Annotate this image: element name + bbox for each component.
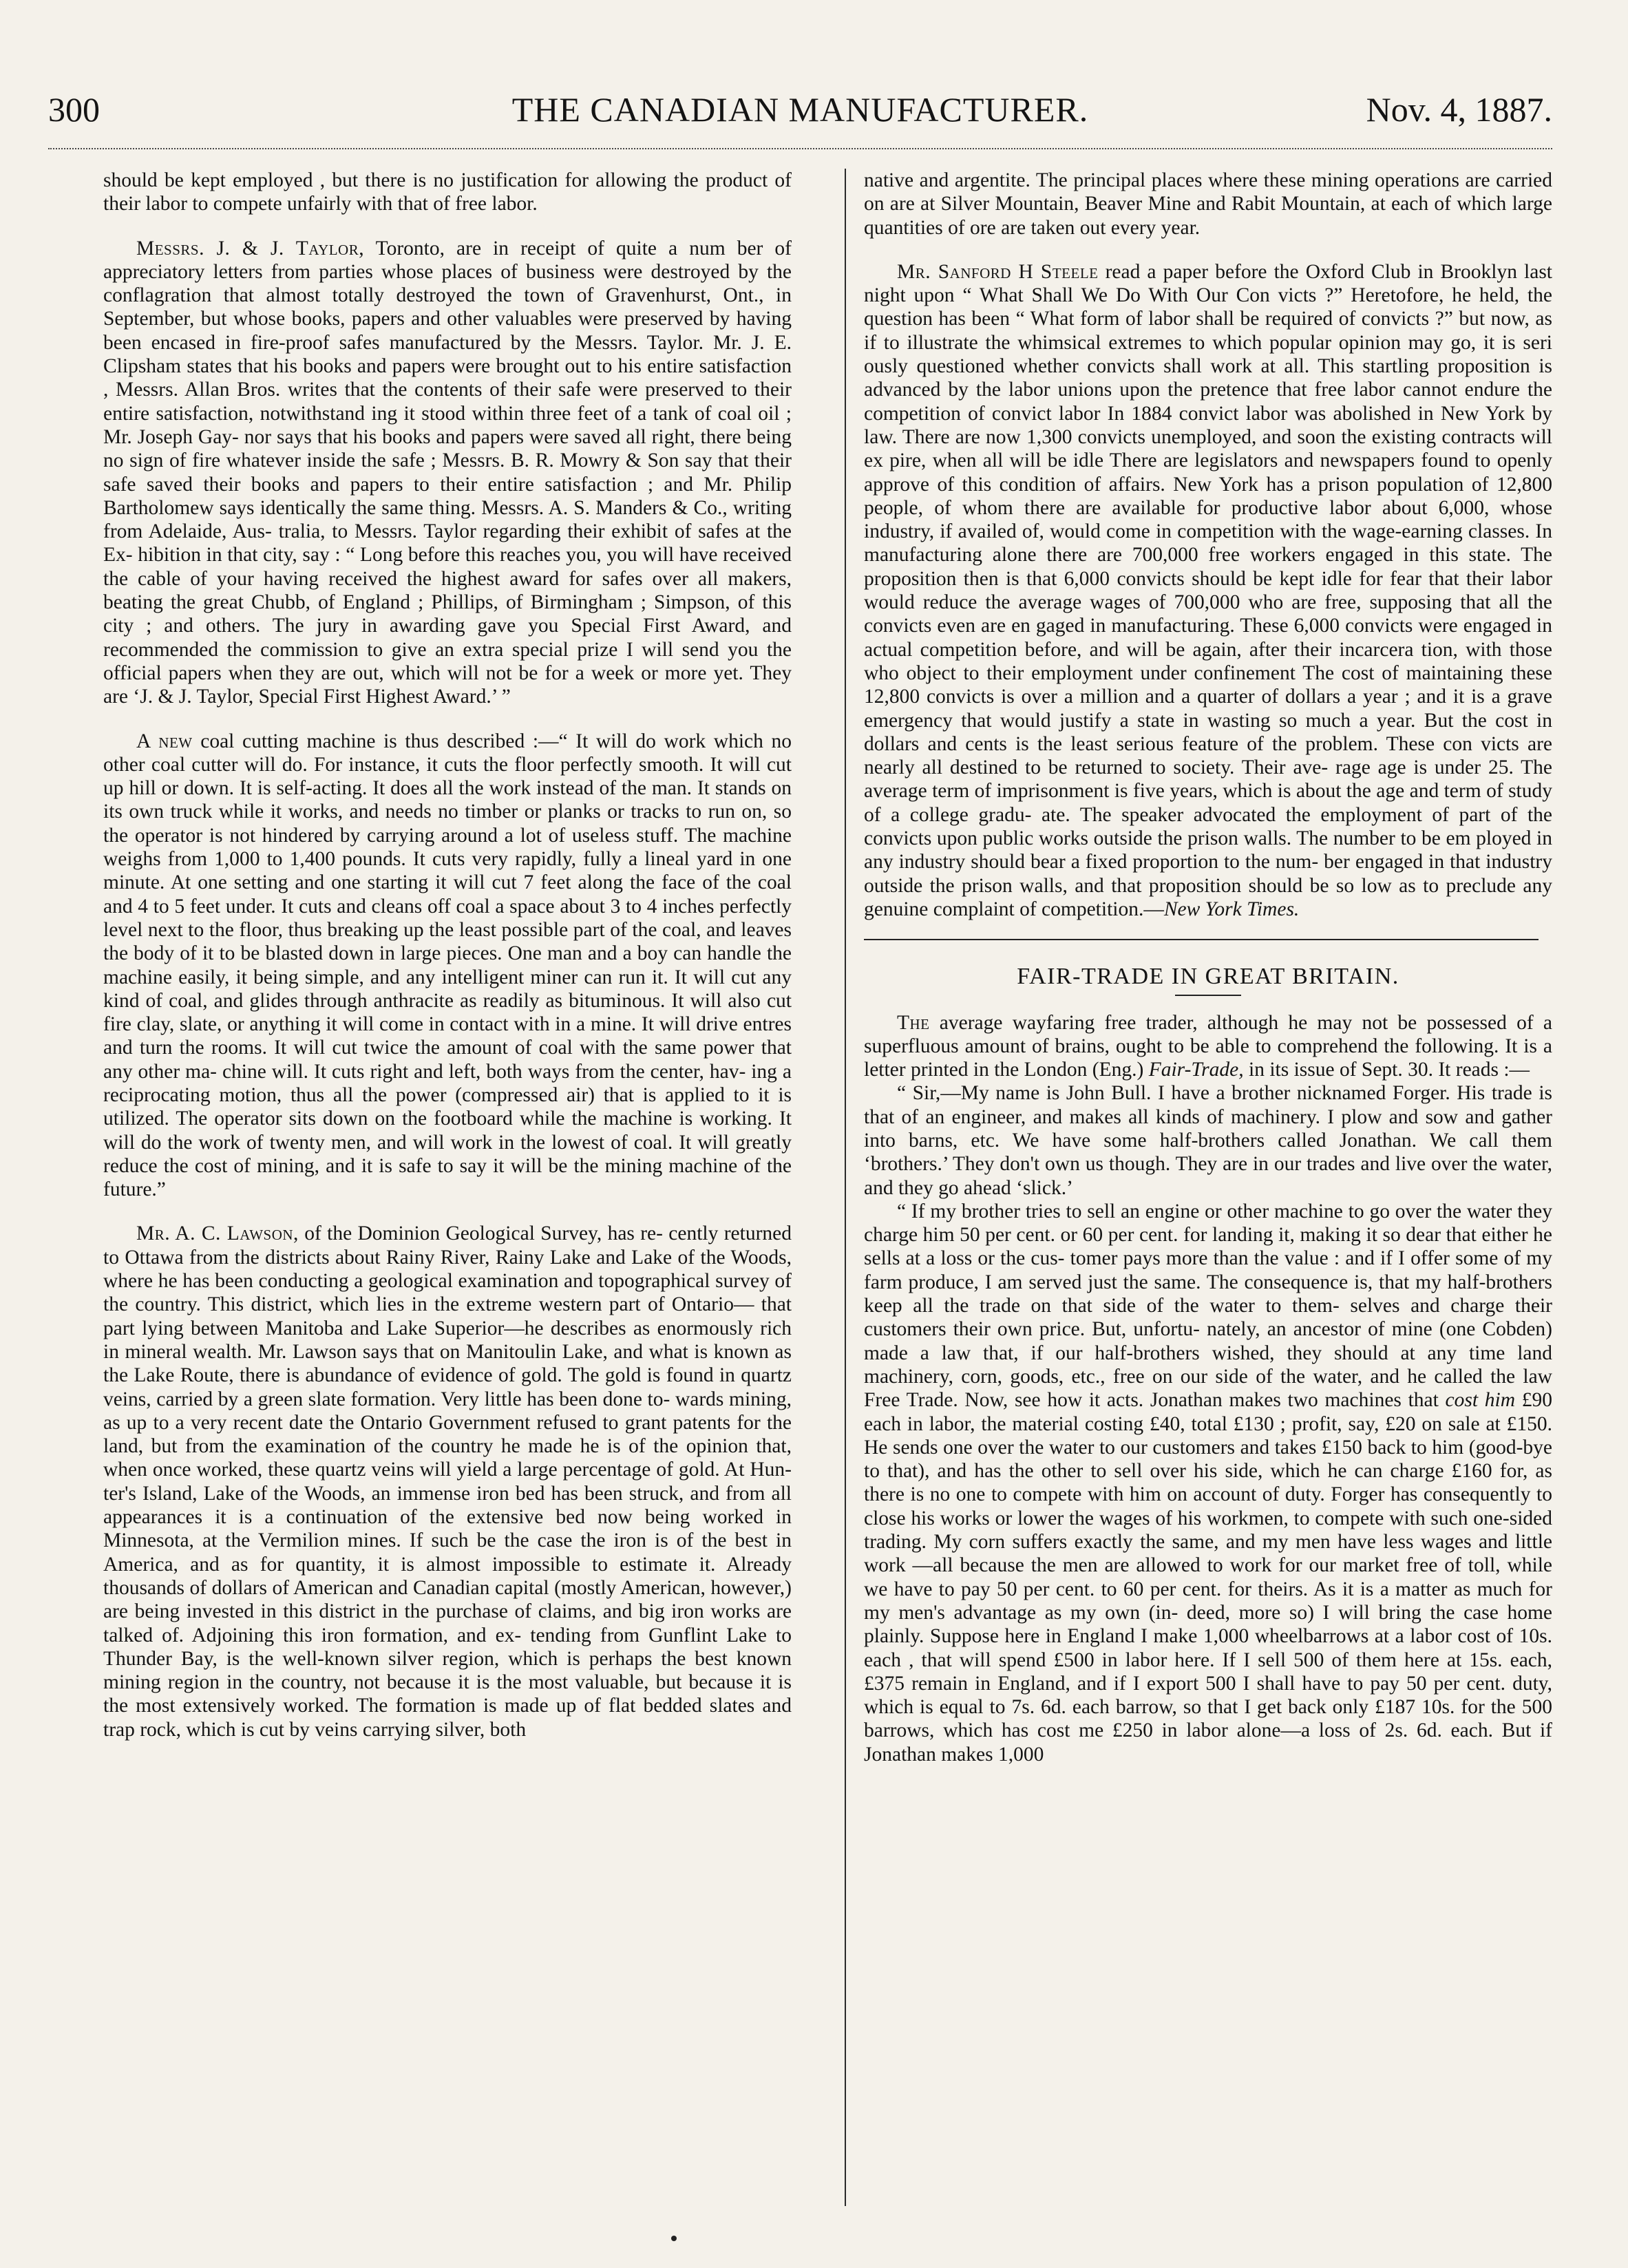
paragraph-convict-labor <box>864 260 1552 921</box>
footer-dot <box>671 2236 677 2241</box>
paragraph-body: Toronto, are in receipt of quite a num ber of appreciatory letters from parties whose places of business were destroyed by the conflagration that almost totally destroyed the town of Gravenhurst, Ont., in September, but whose books, papers and other valuables were preserved by having been encased in fire-proof safes manufactured by the Messrs. Taylor. Mr. J. E. Clipsham states that his books and papers were brought out to his entire satisfaction , Messrs. Allan Bros. writes that the contents of their safe were preserved to their entire satisfaction, notwithstand ing it stood within three feet of a tank of coal oil ; Mr. Joseph Gay- nor says that his books and papers were saved all right, there being no sign of fire whatever inside the safe ; Messrs. B. R. Mowry & Son say that their safe saved their books and papers to their entire satisfaction ; and Mr. Philip Bartholomew says identically the same thing. Messrs. A. S. Manders & Co., writing from Adelaide, Aus- tralia, to Messrs. Taylor regarding their exhibit of safes at the Ex- hibition in that city, say : “ Long before this reaches you, you will have received the cable of your having received the highest award for safes over all makers, beating the great Chubb, of England ; Phillips, of Birmingham ; Simpson, of this city ; and others. The jury in awarding gave you Special First Award, and recommended the commission to give an extra special prize I will send you the official papers when they are out, which will not be for a week or more yet. They are ‘J. & J. Taylor, Special First Highest Award.’ ” <box>103 237 792 708</box>
paragraph-continued: should be kept employed , but there is no justification for allowing the product of their labor to compete unfairly with that of free labor. <box>103 169 792 215</box>
paragraph-lead: Mr. Sanford H Steele <box>897 260 1099 283</box>
paragraph-body: “ If my brother tries to sell an engine or other machine to go over the water they charge him 50 per cent. or 60 per cent. for landing it, making it so dear that either he sells at a loss or the cus- tomer pays more than the value : and if I offer some of my farm produce, I am served just the same. The consequence is, that my half-brothers keep all the trade on that side of the water to them- selves and charge their customers their own price. But, unfortu- nately, an ancestor of mine (one Cobden) made a law that, if our half-brothers wished, they should at any time land machinery, corn, goods, etc., free on our side of the water, and he called the law Free Trade. Now, see how it acts. Jonathan makes two machines that <box>864 1200 1552 1412</box>
paragraph-lead: Mr. A. C. Lawson, <box>136 1222 299 1245</box>
paragraph-body: average wayfaring free trader, although he may not be possessed of a superfluous amount of brains, ought to be able to comprehend the following. It is a letter printed in the London (Eng.) <box>864 1011 1552 1081</box>
paragraph-lead: Messrs. J. & J. Taylor, <box>136 237 365 259</box>
paragraph-taylor-safes <box>103 237 792 709</box>
issue-date: Nov. 4, 1887. <box>1366 90 1552 129</box>
section-heading: FAIR-TRADE IN GREAT BRITAIN. <box>1017 964 1399 990</box>
page-number: 300 <box>48 90 100 129</box>
paragraph-lead: The <box>897 1011 930 1034</box>
page-header <box>48 89 1552 138</box>
paragraph-body: of the Dominion Geological Survey, has re- cently returned to Ottawa from the districts about Rainy River, Rainy Lake and Lake of the Woods, where he has been conducting a geological examination and topographical survey of the country. This district, which lies in the extreme western part of Ontario— that part lying between Manitoba and Lake Superior—he describes as enormously rich in mineral wealth. Mr. Lawson says that on Manitoulin Lake, and what is known as the Lake Route, there is abundance of evidence of gold. The gold is found in quartz veins, carried by a green slate formation. Very little has been done to- wards mining, as up to a very recent date the Ontario Government refused to grant patents for the land, but from the examination of the country he made he is of the opinion that, when once worked, these quartz veins will yield a large percentage of gold. At Hun- ter's Island, Lake of the Woods, an immense iron bed has been struck, and from all appearances it is a continuation of the extensive bed now being worked in Minnesota, at the Vermilion mines. If such be the case the iron is of the best in America, and as for quantity, it is almost impossible to estimate it. Already thousands of dollars of American and Canadian capital (mostly American, however,) are being invested in this district in the purchase of claims, and big iron works are talked of. Adjoining this iron formation, and ex- tending from Gunflint Lake to Thunder Bay, is the well-known silver region, which is perhaps the best known mining region in the country, not because it is the most valuable, but because it is the most extensively worked. The formation is made up of flat bedded slates and trap rock, which is cut by veins carrying silver, both <box>103 1222 792 1741</box>
paragraph-body: in its issue of Sept. 30. It reads :— <box>1243 1059 1530 1081</box>
section-rule <box>864 939 1539 940</box>
paragraph-fair-trade-intro <box>864 1011 1552 1082</box>
paragraph-lead: A new <box>136 730 193 752</box>
heading-underline <box>1175 995 1241 996</box>
paragraph-letter-body <box>864 1200 1552 1766</box>
source-attribution: New York Times. <box>1163 898 1300 920</box>
paragraph-letter-opening: “ Sir,—My name is John Bull. I have a brother nicknamed Forger. His trade is that of an engineer, and makes all kinds of machinery. I plow and sow and gather into barns, etc. We have some half-brothers called Jonathan. We call them ‘brothers.’ They don't own us though. They are in our trades and live over the water, and they go ahead ‘slick.’ <box>864 1082 1552 1199</box>
column-divider <box>845 169 846 2206</box>
masthead-title: THE CANADIAN MANUFACTURER. <box>511 90 1089 129</box>
emphasis-text: cost him <box>1445 1389 1516 1412</box>
left-column <box>103 169 792 2247</box>
header-rule <box>48 148 1552 149</box>
paragraph-body: coal cutting machine is thus described :—“ It will do work which no other coal cutter will do. For instance, it cuts the floor perfectly smooth. It will cut up hill or down. It is self-acting. It does all the work instead of the man. It stands on its own truck while it works, and needs no timber or planks or tracks to run on, so the operator is not hindered by carrying around a lot of useless stuff. The machine weighs from 1,000 to 1,400 pounds. It cuts very rapidly, fully a lineal yard in one minute. At one setting and one starting it will cut 7 feet along the face of the coal and 4 to 5 feet under. It cuts and cleans off coal a space about 3 to 4 inches perfectly level next to the floor, thus breaking up the least possible part of the coal, and leaves the body of it to be blasted down in large pieces. One man and a boy can handle the machine easily, it being simple, and any intelligent miner can run it. It will cut any kind of coal, and glides through anthracite as readily as bituminous. It will also cut fire clay, slate, or anything it will come in contact with in a mine. It will drive entres and turn the rooms. It will cut twice the amount of coal with the same power that any other ma- chine will. It cuts right and left, both ways from the center, hav- ing a reciprocating motion, thus all the power (compressed air) that is applied to it is utilized. The operator sits down on the footboard while the machine is working. It will do the work of twenty men, and will work in the lowest of coal. It will greatly reduce the cost of mining, and it is safe to say it will be the mining machine of the future.” <box>103 730 792 1201</box>
paragraph-body: read a paper before the Oxford Club in Brooklyn last night upon “ What Shall We Do With Our Con victs ?” Heretofore, he held, the question has been “ What form of labor shall be required of convicts ?” but now, as if to illustrate the whimsical extremes to which popular opinion may go, it is seri ously questioned whether convicts shall work at all. This startling proposition is advanced by the labor unions upon the pretence that free labor cannot endure the competition of convict labor In 1884 convict labor was abolished in New York by law. There are now 1,300 convicts unemployed, and soon the existing contracts will ex pire, when all will be idle There are legislators and newspapers found to openly approve of this condition of affairs. New York has a prison population of 12,800 people, of whom there are available for productive labor about 6,000, whose industry, if availed of, would come in competition with the wage-earning classes. In manufacturing alone there are 700,000 free workers engaged in this state. The proposition then is that 6,000 convicts should be kept idle for fear that their labor would reduce the average wages of 700,000 who are free, supposing that all the convicts even are en gaged in manufacturing. These 6,000 convicts were engaged in actual competition before, and will be again, after their incarcera tion, with those who object to their employment under confinement The cost of maintaining these 12,800 convicts is over a million and a quarter of dollars a year ; and it is a grave emergency that would justify a state in wasting so much a year. But the cost in dollars and cents is the least serious feature of the problem. These con victs are nearly all destined to be returned to society. Their ave- rage age is under 25. The average term of imprisonment is five years, which is about the age and term of study of a college gradu- ate. The speaker advocated the employment of part of the convicts upon public works outside the prison walls. The number to be em ployed in any industry should bear a fixed proportion to the num- ber engaged in that industry outside the prison walls, and that proposition should be so low as to preclude any genuine complaint of competition.— <box>864 260 1552 920</box>
paragraph-continued: native and argentite. The principal places where these mining operations are carried on are at Silver Mountain, Beaver Mine and Rabit Mountain, at each of which large quantities of ore are taken out every year. <box>864 169 1552 239</box>
right-column <box>864 169 1552 2247</box>
paragraph-coal-machine <box>103 730 792 1202</box>
paragraph-body: £90 each in labor, the material costing £40, total £130 ; profit, say, £20 on sale at £150. He sends one over the water to our customers and takes £150 back to him (good-bye to that), and has the other to sell over his side, which he can charge £160 for, as there is no one to compete with him on account of duty. Forger has consequently to close his works or lower the wages of his workmen, to compete with such one-sided trading. My corn suffers exactly the same, and my men have less wages and little work —all because the men are allowed to work for our market free of toll, while we have to pay 50 per cent. to 60 per cent. for theirs. As it is a matter as much for my men's advantage as my own (in- deed, more so) I will bring the case home plainly. Suppose here in England I make 1,000 wheelbarrows at a labor cost of 10s. each , that will spend £500 in labor here. If I sell 500 of them here at 15s. each, £375 remain in England, and if I export 500 I shall have to pay 50 per cent. duty, which is equal to 7s. 6d. each barrow, so that I get back only £187 10s. for the 500 barrows, which has cost me £250 in labor alone—a loss of 2s. 6d. each. But if Jonathan makes 1,000 <box>864 1389 1552 1766</box>
publication-name: Fair-Trade, <box>1148 1059 1244 1081</box>
paragraph-lawson-survey <box>103 1222 792 1741</box>
